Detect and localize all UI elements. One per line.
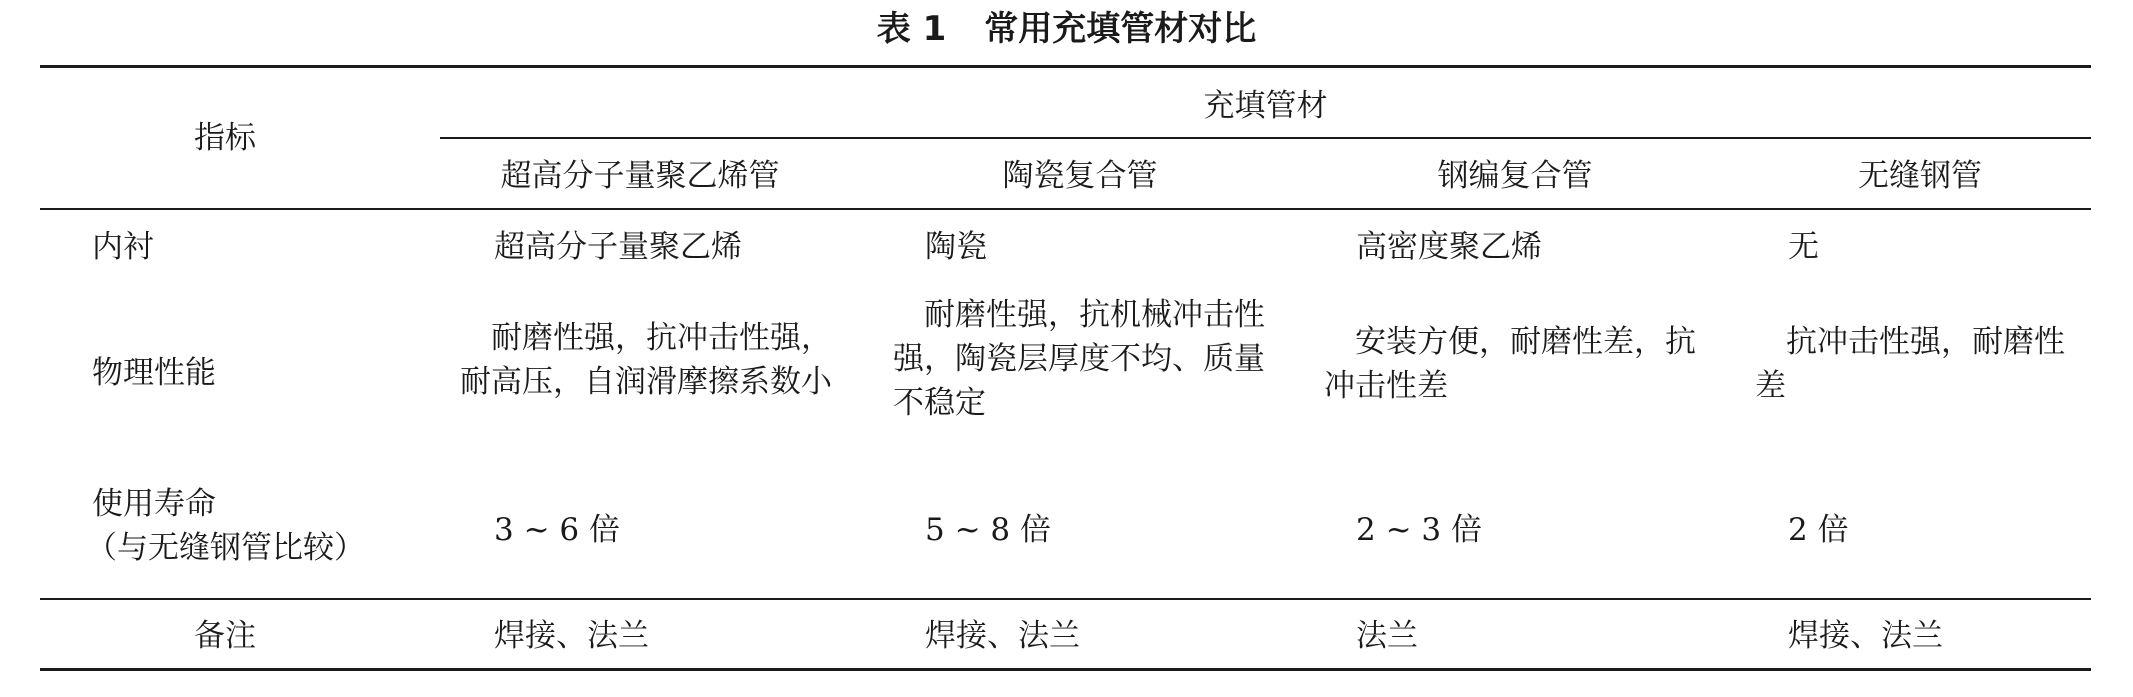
row-physical-cell-1 bbox=[460, 316, 832, 404]
header-group: 充填管材 bbox=[1203, 88, 1328, 124]
row-physical-cell-3 bbox=[1324, 320, 1696, 408]
physical-cell-1-line-2: 耐高压，自润滑摩擦系数小 bbox=[460, 364, 832, 400]
row-remarks-cell-2: 焊接、法兰 bbox=[925, 618, 1080, 654]
row-remarks-label: 备注 bbox=[194, 618, 256, 654]
row-remarks-cell-3: 法兰 bbox=[1356, 618, 1418, 654]
row-remarks-cell-1: 焊接、法兰 bbox=[494, 618, 649, 654]
row-lifespan-cell-2: 5 ~ 8 倍 bbox=[925, 512, 1051, 548]
row-remarks-cell-4: 焊接、法兰 bbox=[1788, 618, 1943, 654]
row-lining-cell-3: 高密度聚乙烯 bbox=[1356, 229, 1542, 265]
physical-cell-3-line-2: 冲击性差 bbox=[1324, 368, 1448, 404]
header-col-2: 陶瓷复合管 bbox=[1002, 158, 1158, 194]
header-col-3: 钢编复合管 bbox=[1437, 158, 1593, 194]
row-lining-cell-2: 陶瓷 bbox=[925, 229, 987, 265]
physical-cell-1-line-1: 耐磨性强，抗冲击性强， bbox=[460, 320, 832, 356]
lifespan-label-line-2: （与无缝钢管比较） bbox=[86, 530, 365, 566]
physical-cell-4-line-2: 差 bbox=[1755, 368, 1786, 404]
row-lining-cell-1: 超高分子量聚乙烯 bbox=[494, 229, 742, 265]
row-lifespan-cell-3: 2 ~ 3 倍 bbox=[1356, 512, 1482, 548]
row-lining-label: 内衬 bbox=[92, 229, 154, 265]
row-physical-cell-2 bbox=[893, 293, 1265, 425]
row-lining-cell-4: 无 bbox=[1788, 229, 1819, 265]
physical-cell-4-line-1: 抗冲击性强，耐磨性 bbox=[1755, 324, 2065, 360]
header-col-4: 无缝钢管 bbox=[1858, 158, 1982, 194]
lifespan-label-line-1: 使用寿命 bbox=[92, 486, 216, 522]
physical-cell-2-line-1: 耐磨性强，抗机械冲击性 bbox=[893, 297, 1265, 333]
table-number: 表 1 bbox=[876, 9, 947, 49]
table-title: 常用充填管材对比 bbox=[984, 9, 1257, 49]
physical-cell-2-line-2: 强，陶瓷层厚度不均、质量 bbox=[893, 341, 1265, 377]
physical-cell-3-line-1: 安装方便，耐磨性差，抗 bbox=[1324, 324, 1696, 360]
row-physical-label: 物理性能 bbox=[92, 355, 216, 391]
header-indicator: 指标 bbox=[194, 120, 256, 156]
top-rule bbox=[40, 65, 2091, 68]
group-underline bbox=[440, 137, 2091, 139]
table-caption bbox=[0, 4, 2133, 54]
row-lifespan-cell-4: 2 倍 bbox=[1788, 512, 1849, 548]
row-physical-cell-4 bbox=[1755, 320, 2065, 408]
physical-cell-2-line-3: 不稳定 bbox=[893, 385, 986, 421]
header-col-1: 超高分子量聚乙烯管 bbox=[500, 158, 780, 194]
body-bottom-rule bbox=[40, 598, 2091, 600]
header-bottom-rule bbox=[40, 208, 2091, 210]
row-lifespan-label bbox=[86, 482, 365, 570]
bottom-rule bbox=[40, 668, 2091, 671]
row-lifespan-cell-1: 3 ~ 6 倍 bbox=[494, 512, 620, 548]
